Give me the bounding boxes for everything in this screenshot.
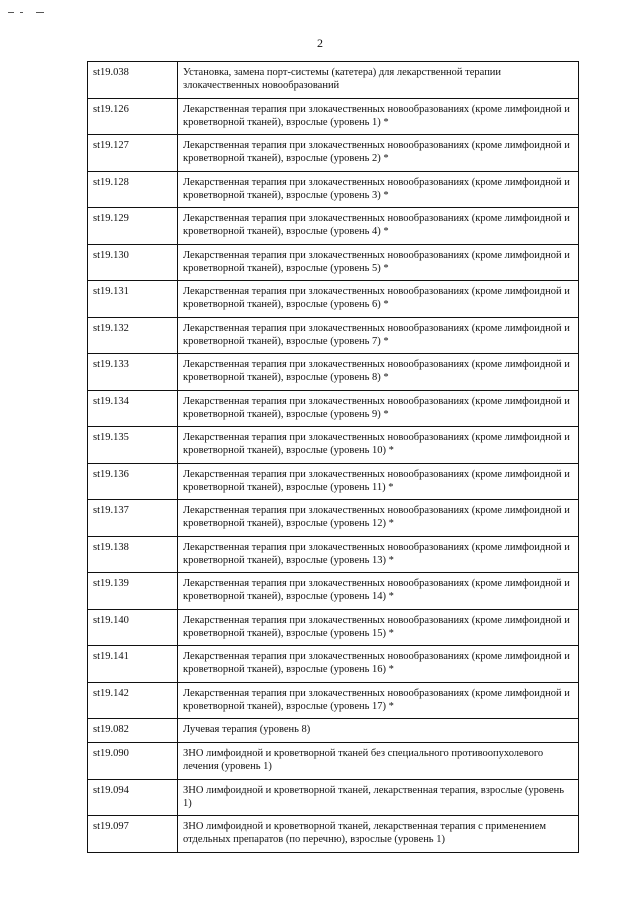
- row-description: Лекарственная терапия при злокачественных новообразованиях (кроме лимфоидной и кроветворной тканей), взрослые (уровень 11) *: [178, 463, 579, 500]
- row-description: Лекарственная терапия при злокачественных новообразованиях (кроме лимфоидной и кроветворной тканей), взрослые (уровень 7) *: [178, 317, 579, 354]
- row-code: st19.097: [88, 816, 178, 853]
- table-row: [88, 354, 579, 391]
- row-code: st19.133: [88, 354, 178, 391]
- table-row: [88, 135, 579, 172]
- row-code: st19.139: [88, 573, 178, 610]
- table-row: [88, 500, 579, 537]
- row-code: st19.132: [88, 317, 178, 354]
- table-row: [88, 62, 579, 99]
- row-code: st19.142: [88, 682, 178, 719]
- row-code: st19.135: [88, 427, 178, 464]
- row-description: Лекарственная терапия при злокачественных новообразованиях (кроме лимфоидной и кроветворной тканей), взрослые (уровень 4) *: [178, 208, 579, 245]
- row-description: Лекарственная терапия при злокачественных новообразованиях (кроме лимфоидной и кроветворной тканей), взрослые (уровень 17) *: [178, 682, 579, 719]
- row-description: Установка, замена порт-системы (катетера) для лекарственной терапии злокачественных новообразований: [178, 62, 579, 99]
- table-row: [88, 463, 579, 500]
- row-description: Лекарственная терапия при злокачественных новообразованиях (кроме лимфоидной и кроветворной тканей), взрослые (уровень 2) *: [178, 135, 579, 172]
- tariff-table: [87, 61, 579, 853]
- row-code: st19.128: [88, 171, 178, 208]
- row-description: Лекарственная терапия при злокачественных новообразованиях (кроме лимфоидной и кроветворной тканей), взрослые (уровень 15) *: [178, 609, 579, 646]
- row-description: ЗНО лимфоидной и кроветворной тканей, лекарственная терапия с применением отдельных препаратов (по перечню), взрослые (уровень 1): [178, 816, 579, 853]
- row-description: Лекарственная терапия при злокачественных новообразованиях (кроме лимфоидной и кроветворной тканей), взрослые (уровень 8) *: [178, 354, 579, 391]
- row-description: Лекарственная терапия при злокачественных новообразованиях (кроме лимфоидной и кроветворной тканей), взрослые (уровень 9) *: [178, 390, 579, 427]
- row-code: st19.130: [88, 244, 178, 281]
- row-code: st19.140: [88, 609, 178, 646]
- table-row: [88, 682, 579, 719]
- table-row: [88, 573, 579, 610]
- scan-mark: [8, 12, 14, 13]
- row-code: st19.038: [88, 62, 178, 99]
- table-row: [88, 536, 579, 573]
- row-description: ЗНО лимфоидной и кроветворной тканей без специального противоопухолевого лечения (уровень 1): [178, 743, 579, 780]
- row-code: st19.136: [88, 463, 178, 500]
- row-description: Лекарственная терапия при злокачественных новообразованиях (кроме лимфоидной и кроветворной тканей), взрослые (уровень 12) *: [178, 500, 579, 537]
- table-row: [88, 743, 579, 780]
- table-row: [88, 208, 579, 245]
- row-code: st19.141: [88, 646, 178, 683]
- table-row: [88, 816, 579, 853]
- row-code: st19.126: [88, 98, 178, 135]
- row-code: st19.134: [88, 390, 178, 427]
- scan-mark: [20, 12, 23, 13]
- row-description: Лекарственная терапия при злокачественных новообразованиях (кроме лимфоидной и кроветворной тканей), взрослые (уровень 13) *: [178, 536, 579, 573]
- table-row: [88, 609, 579, 646]
- table-row: [88, 779, 579, 816]
- table-row: [88, 281, 579, 318]
- table-row: [88, 98, 579, 135]
- row-description: Лекарственная терапия при злокачественных новообразованиях (кроме лимфоидной и кроветворной тканей), взрослые (уровень 3) *: [178, 171, 579, 208]
- table-row: [88, 427, 579, 464]
- row-description: Лекарственная терапия при злокачественных новообразованиях (кроме лимфоидной и кроветворной тканей), взрослые (уровень 5) *: [178, 244, 579, 281]
- table-row: [88, 244, 579, 281]
- row-description: Лекарственная терапия при злокачественных новообразованиях (кроме лимфоидной и кроветворной тканей), взрослые (уровень 1) *: [178, 98, 579, 135]
- row-code: st19.138: [88, 536, 178, 573]
- table-row: [88, 719, 579, 743]
- row-code: st19.131: [88, 281, 178, 318]
- row-code: st19.090: [88, 743, 178, 780]
- row-description: Лекарственная терапия при злокачественных новообразованиях (кроме лимфоидной и кроветворной тканей), взрослые (уровень 10) *: [178, 427, 579, 464]
- row-description: ЗНО лимфоидной и кроветворной тканей, лекарственная терапия, взрослые (уровень 1): [178, 779, 579, 816]
- page-number: 2: [317, 36, 323, 50]
- row-code: st19.082: [88, 719, 178, 743]
- scan-mark: [36, 12, 44, 13]
- table-row: [88, 646, 579, 683]
- row-description: Лучевая терапия (уровень 8): [178, 719, 579, 743]
- row-description: Лекарственная терапия при злокачественных новообразованиях (кроме лимфоидной и кроветворной тканей), взрослые (уровень 16) *: [178, 646, 579, 683]
- row-code: st19.137: [88, 500, 178, 537]
- row-code: st19.094: [88, 779, 178, 816]
- row-code: st19.127: [88, 135, 178, 172]
- table-row: [88, 171, 579, 208]
- row-description: Лекарственная терапия при злокачественных новообразованиях (кроме лимфоидной и кроветворной тканей), взрослые (уровень 14) *: [178, 573, 579, 610]
- row-code: st19.129: [88, 208, 178, 245]
- table-row: [88, 390, 579, 427]
- row-description: Лекарственная терапия при злокачественных новообразованиях (кроме лимфоидной и кроветворной тканей), взрослые (уровень 6) *: [178, 281, 579, 318]
- table-row: [88, 317, 579, 354]
